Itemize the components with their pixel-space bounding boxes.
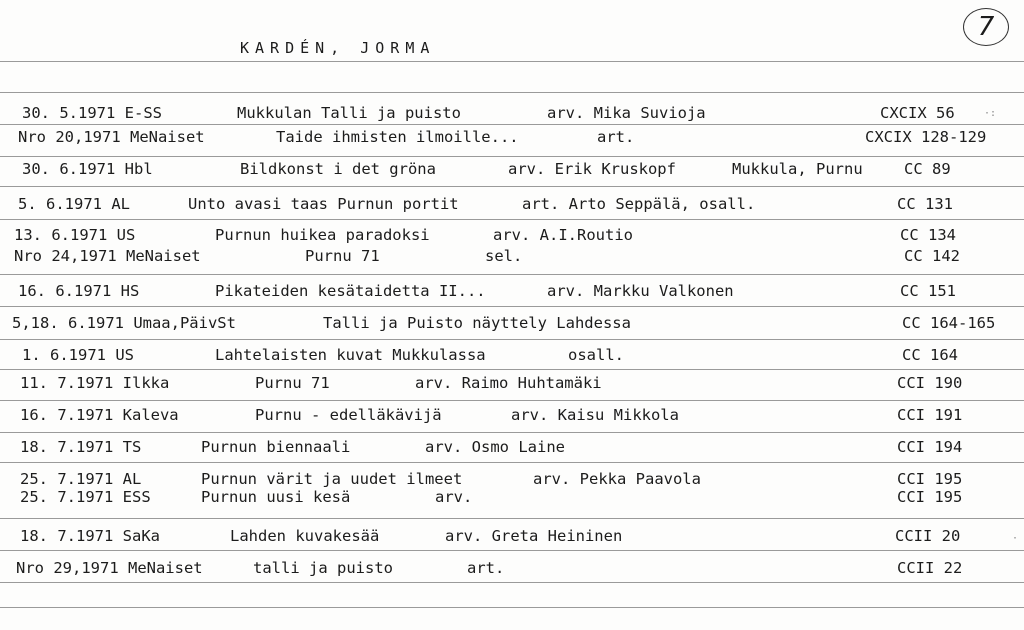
entry-note: arv. Pekka Paavola	[533, 470, 701, 488]
entry-reference: CC 131	[897, 195, 953, 213]
entry-reference: CCI 195	[897, 470, 963, 488]
rule-line	[0, 274, 1024, 275]
table-row	[0, 195, 1024, 215]
entry-reference: CC 164-165	[902, 314, 996, 332]
entry-date-source: Nro 20,1971 MeNaiset	[18, 128, 205, 146]
entry-extra: Mukkula, Purnu	[732, 160, 863, 178]
entry-date-source: 1. 6.1971 US	[22, 346, 134, 364]
entry-note: arv.	[435, 488, 473, 506]
entry-note: arv. Erik Kruskopf	[508, 160, 676, 178]
entry-note: arv. A.I.Routio	[493, 226, 633, 244]
rule-line	[0, 582, 1024, 583]
entry-date-source: 25. 7.1971 ESS	[20, 488, 151, 506]
rule-line	[0, 219, 1024, 220]
table-row	[0, 314, 1024, 334]
entry-date-source: 30. 5.1971 E-SS	[22, 104, 162, 122]
entry-title: Talli ja Puisto näyttely Lahdessa	[323, 314, 631, 332]
entry-reference: CCII 20	[895, 527, 961, 545]
entry-reference: CCI 194	[897, 438, 963, 456]
entry-date-source: 16. 6.1971 HS	[18, 282, 140, 300]
entry-title: Pikateiden kesätaidetta II...	[215, 282, 486, 300]
entry-title: Taide ihmisten ilmoille...	[276, 128, 519, 146]
entry-reference: CC 142	[904, 247, 960, 265]
entry-note: arv. Mika Suvioja	[547, 104, 706, 122]
rule-line	[0, 432, 1024, 433]
entry-note: arv. Kaisu Mikkola	[511, 406, 679, 424]
rule-line	[0, 92, 1024, 93]
rule-line	[0, 306, 1024, 307]
card-title: KARDÉN, JORMA	[240, 39, 436, 57]
entry-date-source: 13. 6.1971 US	[14, 226, 136, 244]
rule-line	[0, 186, 1024, 187]
entry-reference: CCII 22	[897, 559, 963, 577]
rule-line	[0, 369, 1024, 370]
table-row	[0, 470, 1024, 490]
entry-note: arv. Raimo Huhtamäki	[415, 374, 602, 392]
entry-reference: CXCIX 56	[880, 104, 955, 122]
table-row	[0, 128, 1024, 148]
entry-title: Purnun huikea paradoksi	[215, 226, 430, 244]
entry-reference: CCI 191	[897, 406, 963, 424]
entry-note: sel.	[485, 247, 523, 265]
page-number-circle: 7	[963, 8, 1009, 46]
table-row	[0, 559, 1024, 579]
entry-date-source: 25. 7.1971 AL	[20, 470, 142, 488]
entry-title: Purnun värit ja uudet ilmeet	[201, 470, 463, 488]
rule-line	[0, 61, 1024, 62]
entry-reference: CCI 190	[897, 374, 963, 392]
entry-title: Bildkonst i det gröna	[240, 160, 436, 178]
table-row	[0, 104, 1024, 124]
speck-mark: ·:	[984, 108, 997, 119]
table-row	[0, 346, 1024, 366]
entry-title: Purnun uusi kesä	[201, 488, 351, 506]
entry-date-source: 5,18. 6.1971 Umaa,PäivSt	[12, 314, 236, 332]
entry-title: Purnu - edelläkävijä	[255, 406, 442, 424]
entry-title: talli ja puisto	[253, 559, 393, 577]
entry-title: Purnu 71	[255, 374, 330, 392]
table-row	[0, 488, 1024, 508]
rule-line	[0, 339, 1024, 340]
entry-note: art. Arto Seppälä, osall.	[522, 195, 756, 213]
entry-reference: CCI 195	[897, 488, 963, 506]
rule-line	[0, 518, 1024, 519]
entry-date-source: 16. 7.1971 Kaleva	[20, 406, 179, 424]
entry-reference: CXCIX 128-129	[865, 128, 987, 146]
rule-line	[0, 400, 1024, 401]
rule-line	[0, 550, 1024, 551]
entry-title: Lahden kuvakesää	[230, 527, 380, 545]
entry-reference: CC 134	[900, 226, 956, 244]
entry-reference: CC 89	[904, 160, 951, 178]
rule-line	[0, 462, 1024, 463]
entry-title: Purnun biennaali	[201, 438, 351, 456]
table-row	[0, 527, 1024, 547]
entry-date-source: Nro 29,1971 MeNaiset	[16, 559, 203, 577]
entry-date-source: Nro 24,1971 MeNaiset	[14, 247, 201, 265]
entry-date-source: 30. 6.1971 Hbl	[22, 160, 153, 178]
table-row	[0, 406, 1024, 426]
entry-note: arv. Markku Valkonen	[547, 282, 734, 300]
entry-title: Purnu 71	[305, 247, 380, 265]
speck-mark: ·	[1012, 533, 1019, 544]
table-row	[0, 226, 1024, 246]
table-row	[0, 160, 1024, 180]
rule-line	[0, 607, 1024, 608]
entry-date-source: 5. 6.1971 AL	[18, 195, 130, 213]
entry-note: arv. Osmo Laine	[425, 438, 565, 456]
entry-title: Lahtelaisten kuvat Mukkulassa	[215, 346, 486, 364]
entry-date-source: 18. 7.1971 SaKa	[20, 527, 160, 545]
entry-note: art.	[597, 128, 635, 146]
rule-line	[0, 124, 1024, 125]
entry-reference: CC 151	[900, 282, 956, 300]
table-row	[0, 247, 1024, 267]
entry-title: Unto avasi taas Purnun portit	[188, 195, 459, 213]
table-row	[0, 438, 1024, 458]
table-row	[0, 374, 1024, 394]
entry-note: arv. Greta Heininen	[445, 527, 623, 545]
rule-line	[0, 156, 1024, 157]
entry-date-source: 11. 7.1971 Ilkka	[20, 374, 170, 392]
entry-title: Mukkulan Talli ja puisto	[237, 104, 461, 122]
entry-reference: CC 164	[902, 346, 958, 364]
table-row	[0, 282, 1024, 302]
entry-note: osall.	[568, 346, 624, 364]
entry-note: art.	[467, 559, 505, 577]
entry-date-source: 18. 7.1971 TS	[20, 438, 142, 456]
